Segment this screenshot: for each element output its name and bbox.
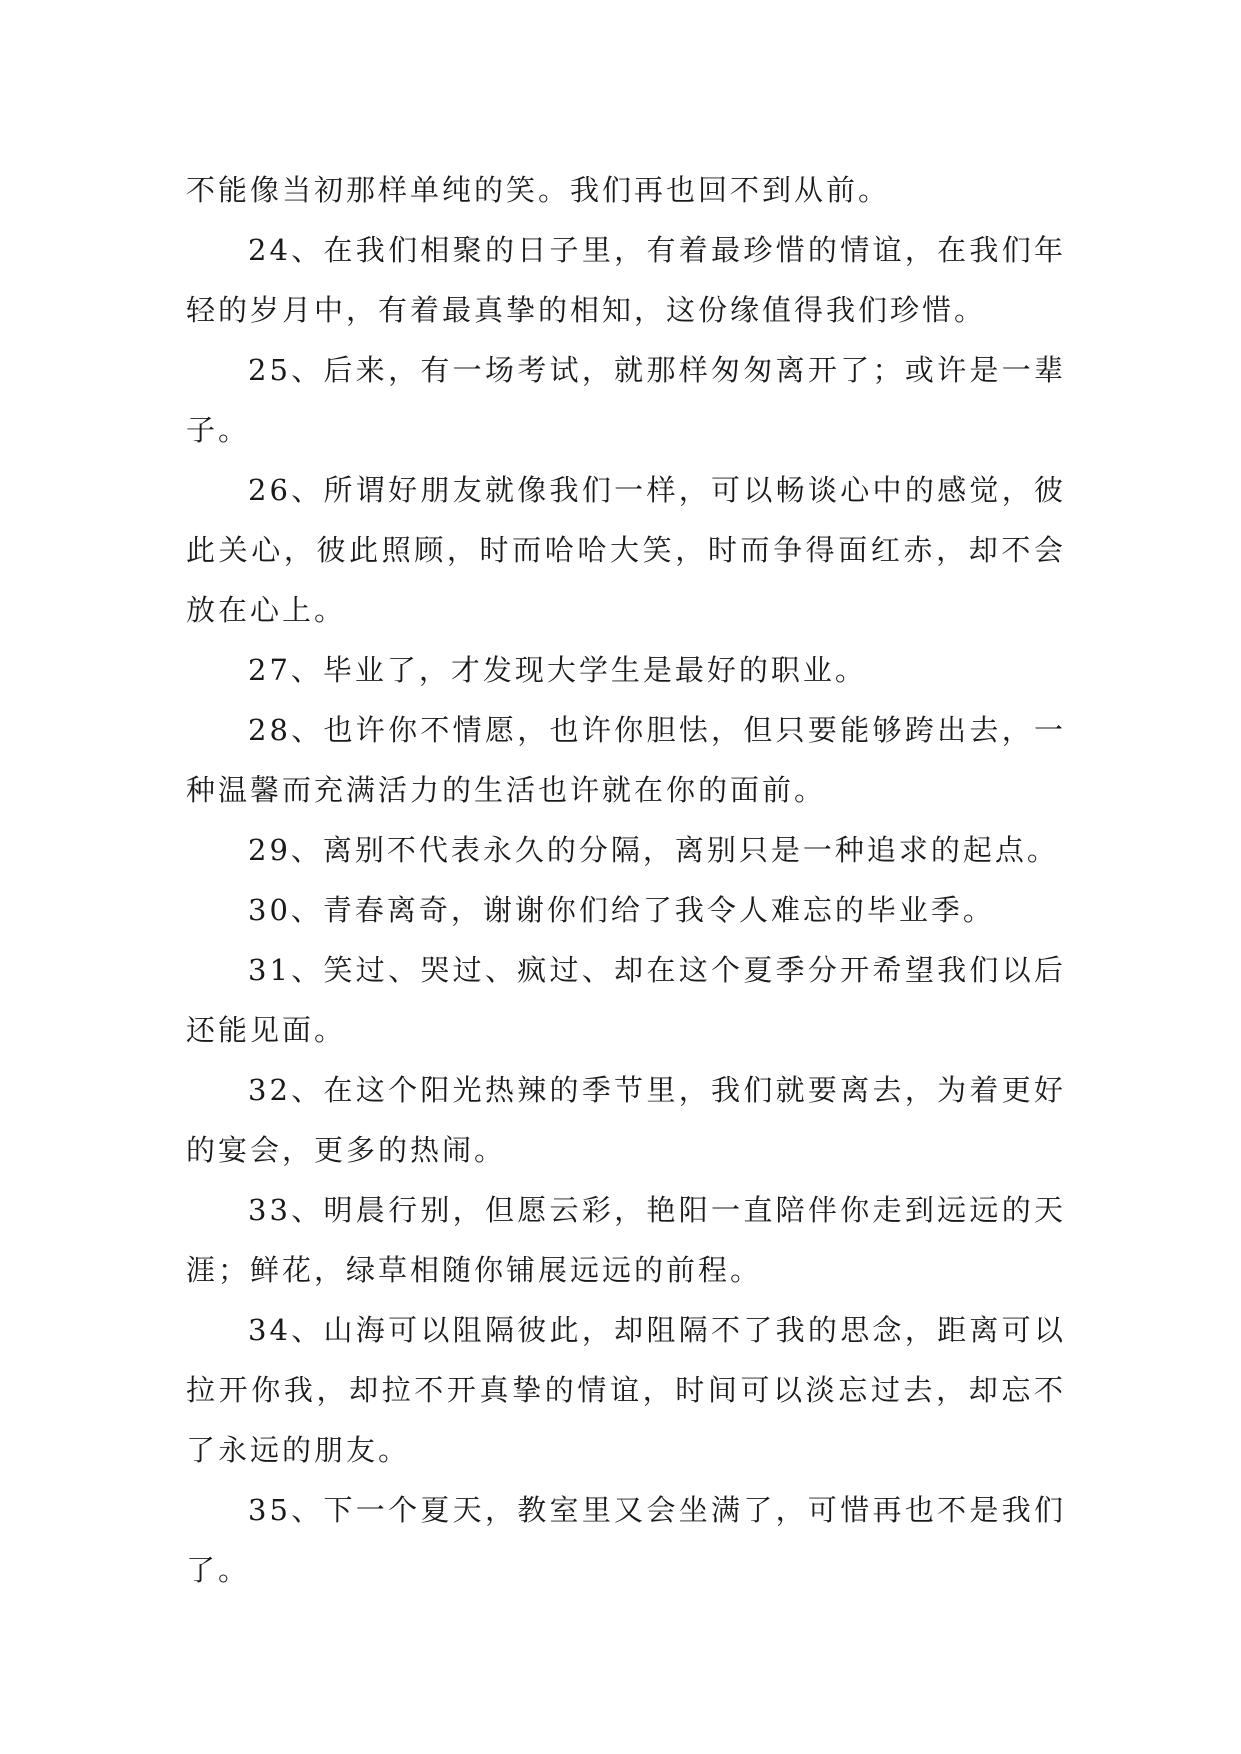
paragraph: 33、明晨行别，但愿云彩，艳阳一直陪伴你走到远远的天涯；鲜花，绿草相随你铺展远远的前程。	[186, 1193, 1066, 1287]
paragraph: 24、在我们相聚的日子里，有着最珍惜的情谊，在我们年轻的岁月中，有着最真挚的相知，这份缘值得我们珍惜。	[186, 233, 1066, 327]
paragraph: 不能像当初那样单纯的笑。我们再也回不到从前。	[186, 173, 891, 207]
document-body	[186, 160, 1066, 1600]
paragraph: 26、所谓好朋友就像我们一样，可以畅谈心中的感觉，彼此关心，彼此照顾，时而哈哈大笑，时而争得面红赤，却不会放在心上。	[186, 473, 1066, 627]
paragraph: 27、毕业了，才发现大学生是最好的职业。	[248, 653, 867, 687]
paragraph: 25、后来，有一场考试，就那样匆匆离开了；或许是一辈子。	[186, 353, 1066, 447]
paragraph: 35、下一个夏天，教室里又会坐满了，可惜再也不是我们了。	[186, 1493, 1066, 1587]
paragraph: 32、在这个阳光热辣的季节里，我们就要离去，为着更好的宴会，更多的热闹。	[186, 1073, 1066, 1167]
paragraph: 28、也许你不情愿，也许你胆怯，但只要能够跨出去，一种温馨而充满活力的生活也许就在你的面前。	[186, 713, 1066, 807]
paragraph: 34、山海可以阻隔彼此，却阻隔不了我的思念，距离可以拉开你我，却拉不开真挚的情谊，时间可以淡忘过去，却忘不了永远的朋友。	[186, 1313, 1066, 1467]
paragraph: 31、笑过、哭过、疯过、却在这个夏季分开希望我们以后还能见面。	[186, 953, 1066, 1047]
paragraph: 30、青春离奇，谢谢你们给了我令人难忘的毕业季。	[248, 893, 995, 927]
paragraph: 29、离别不代表永久的分隔，离别只是一种追求的起点。	[248, 833, 1059, 867]
